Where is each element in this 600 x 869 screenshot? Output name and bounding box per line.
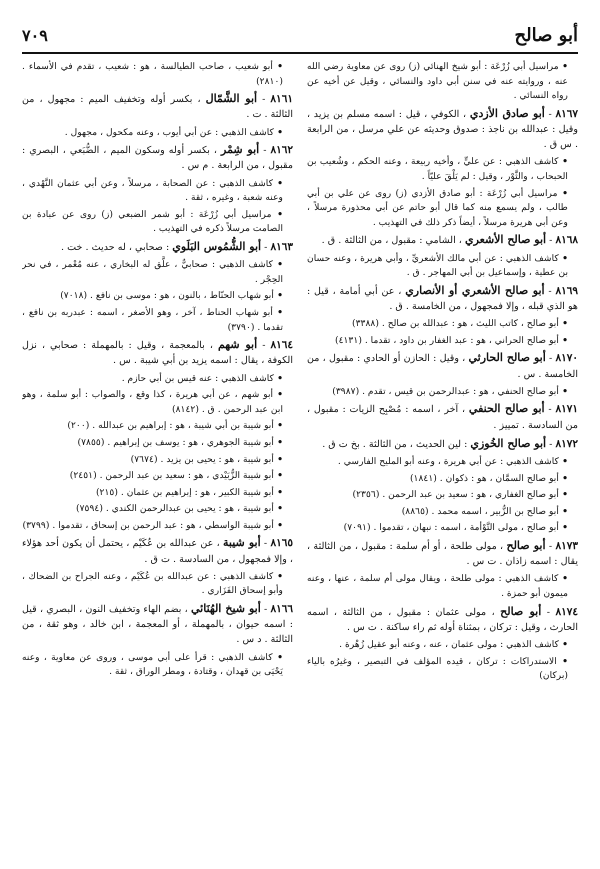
biography-entry: ٨١٧٤ - أبو صالح ، مولى عثمان : مقبول ، من الثالثة ، اسمه الحارث ، وقيل : تركان ، بمثناة أوله ثم راء ساكنة . ت س . <box>307 604 578 633</box>
bullet-icon: • <box>558 61 568 72</box>
annotation-note <box>22 60 293 89</box>
note-text: أبو شيبة الجوهري ، هو : يوسف بن إبراهيم . (٧٨٥٥) <box>77 436 274 448</box>
bullet-icon: • <box>557 187 568 199</box>
bullet-icon: • <box>273 453 283 465</box>
bullet-icon: • <box>273 486 283 498</box>
note-text: الاستدراكات : تركان ، قيده المؤلف في التبصير ، وغيرُه بالياء (بركان) <box>307 655 568 682</box>
right-column <box>22 60 293 860</box>
bullet-icon: • <box>273 503 283 515</box>
annotation-note <box>307 187 578 231</box>
entry-number: ٨١٦٦ <box>270 603 293 616</box>
note-text: أبو شيبة ، هو : يحيى بن يزيد . (٧٦٧٤) <box>130 453 274 465</box>
entry-number: ٨١٦٤ <box>270 339 293 352</box>
note-text: أبو صالح ، مولى التَّوْأمة ، اسمه : نبهان ، تقدموا . (٧٠٩١) <box>343 522 559 534</box>
note-text: كاشف الذهبي : عن أبي مالك الأشعريِّ ، وأبي هريرة ، وعنه حسان بن عطية ، وإسماعيل بن أبي المهاجر . ق . <box>307 252 568 279</box>
narrator-name: أبو صالح الخُوزي <box>470 436 547 450</box>
bullet-icon: • <box>273 436 283 448</box>
entry-text: ، بكسر أوله وسكون الميم ، الضُّبَعي ، البصري : مقبول ، من الرابعة . م س . <box>22 145 293 172</box>
bullet-icon: • <box>271 208 283 220</box>
bullet-icon: • <box>558 252 568 264</box>
biography-entry: ٨١٦٤ - أبو شهم ، بالمعجمة ، وقيل : بالمهملة : صحابي ، نزل الكوفة ، يقال : اسمه يزيد بن أبي شيبة . س . <box>22 338 293 367</box>
note-text: أبو شيبة الواسطي ، هو : عبد الرحمن بن إسحاق ، تقدموا . (٣٧٩٩) <box>22 519 274 531</box>
entry-number: ٨١٧١ <box>555 403 578 416</box>
entry-number: ٨١٦١ <box>270 93 293 106</box>
running-title: أبو صالح <box>514 24 578 46</box>
bullet-icon: • <box>273 372 283 384</box>
entry-text: ، بالمعجمة ، وقيل : بالمهملة : صحابي ، نزل الكوفة ، يقال : اسمه يزيد بن أبي شيبة . س . <box>22 340 293 367</box>
biography-entry: ٨١٦٦ - أبو شيخ الهُنَائي ، بضم الهاء وتخفيف النون ، البصري ، قيل : اسمه حيوان ، بالمهملة ، أو المعجمة ، ابن خالد ، وهو ثقة ، من الثالثة . د س . <box>22 602 293 646</box>
bullet-icon: • <box>272 306 284 318</box>
narrator-name: أبو شيبة <box>223 536 261 550</box>
narrator-name: أبو صالح الأشعري <box>464 233 547 247</box>
narrator-name: أبو الشُّمُوس البَلَوي <box>172 239 262 253</box>
note-text: أبو صالح الغفاري ، هو : سعيد بن عبد الرحمن . (٢٣٥٦) <box>352 489 559 501</box>
entry-text: ، الشامي : مقبول ، من الثالثة . ق . <box>321 235 462 247</box>
bullet-icon: • <box>558 318 568 330</box>
note-text: كاشف الذهبي : عن عبدالله بن عُكَيْم ، وعنه الجراح بن الضحاك ، وأبو إسحاق الفَزَاري . <box>22 570 283 597</box>
annotation-note <box>22 289 293 304</box>
annotation-note <box>307 334 578 349</box>
entry-text: ، مولى عثمان : مقبول ، من الثالثة ، اسمه الحارث ، وقيل : تركان ، بمثناة أوله ثم راء ساكنة . ت س . <box>307 606 578 633</box>
narrator-name: أبو شهم <box>217 338 258 352</box>
biography-entry: ٨١٦١ - أبو الشَّمّال ، بكسر أوله وتخفيف الميم : مجهول ، من الثالثة . ت . <box>22 92 293 121</box>
annotation-note <box>307 505 578 520</box>
annotation-note <box>307 385 578 400</box>
annotation-note <box>307 572 578 601</box>
text-columns <box>22 60 578 860</box>
annotation-note <box>307 638 578 653</box>
bullet-icon: • <box>273 570 283 582</box>
entry-text: ، وقيل : الحازن أو الحادي : مقبول ، من الخامسة . س . <box>307 353 578 380</box>
annotation-note <box>307 155 578 184</box>
note-text: أبو شعيب ، صاحب الطيالسة ، هو : شعيب ، تقدم في الأسماء . (٢٨١٠) <box>22 61 283 87</box>
bullet-icon: • <box>272 61 284 72</box>
note-text: مراسيل أبي زُرْعَة : أبو صادق الأزدي (ز) روى عن علي بن أبي طالب ، ولم يسمع منه كما قال أبو حاتم عن أبي محذورة مرسلاً ، وعن أبي هريرة مرسلاً ، أيضاً ذكر ذلك في التهذيب . <box>307 187 568 228</box>
page-header <box>22 22 578 48</box>
narrator-name: أبو صالح الحارثي <box>468 351 546 365</box>
annotation-note <box>22 419 293 434</box>
annotation-note <box>307 60 578 104</box>
narrator-name: أبو الشَّمّال <box>205 92 258 106</box>
entry-number: ٨١٧٠ <box>555 352 578 365</box>
bullet-icon: • <box>273 389 284 401</box>
annotation-note <box>22 306 293 335</box>
narrator-name: أبو صالح الأشعري أو الأنصاري <box>405 283 545 297</box>
annotation-note <box>22 177 293 206</box>
annotation-note <box>22 519 293 534</box>
annotation-note <box>22 388 293 417</box>
entry-text: ، الكوفي ، قيل : اسمه مسلم بن يزيد ، وقيل : عبدالله بن ناجذ : صدوق وحديثه عن علي مرسل ، من الرابعة . س ق . <box>307 108 578 151</box>
bullet-icon: • <box>273 420 283 432</box>
bullet-icon: • <box>558 489 568 501</box>
narrator-name: أبو صالح الحنفي <box>468 402 545 416</box>
bullet-icon: • <box>272 651 283 663</box>
annotation-note <box>22 208 293 237</box>
bullet-icon: • <box>558 385 568 397</box>
note-text: أبو صالح بن الزُّبير ، اسمه محمد . (٨٨٦٥) <box>401 505 559 517</box>
bullet-icon: • <box>558 638 568 650</box>
note-text: مراسيل أبي زُرْعَة : أبو شمر الضبعي (ز) روى عن عبادة بن الصامت مرسلاً ذكره في التهذيب . <box>22 208 283 235</box>
biography-entry: ٨١٦٢ - أبو شِمْر ، بكسر أوله وسكون الميم ، الضُّبَعي ، البصري : مقبول ، من الرابعة . م س . <box>22 143 293 172</box>
note-text: مراسيل أبي زُرْعَة : أبو شيخ الهنائي (ز) روى عن معاوية رضي الله عنه ، وروايته عنه في سنن أبي داود والنسائي ، وقيل عن أخيه عن رواه النسائي . <box>307 61 568 102</box>
narrator-name: أبو صالح <box>506 538 546 552</box>
biography-entry: ٨١٦٥ - أبو شيبة ، عن عبدالله بن عُكَيْم ، يحتمل أن يكون أحد هؤلاء ، وإلا فمجهول ، من السادسة . ت ق . <box>22 536 293 565</box>
entry-text: : لين الحديث ، من الثالثة . بخ ت ق . <box>322 438 468 450</box>
note-text: أبو شهاب الحناط ، آخر ، وهو الأصغر ، اسمه : عبدربه بن نافع ، تقدما . (٣٧٩٠) <box>22 306 283 333</box>
biography-entry: ٨١٧٢ - أبو صالح الخُوزي : لين الحديث ، من الثالثة . بخ ت ق . <box>322 436 578 450</box>
entry-text: ، مولى طلحة ، أو أم سلمة : مقبول ، من الثالثة ، يقال : اسمه زاذان . ت س . <box>307 540 578 568</box>
left-column <box>307 60 578 860</box>
biography-entry: ٨١٦٨ - أبو صالح الأشعري ، الشامي : مقبول ، من الثالثة . ق . <box>321 233 578 247</box>
bullet-icon: • <box>558 505 568 517</box>
narrator-name: أبو صالح <box>500 604 542 618</box>
entry-number: ٨١٧٢ <box>555 437 578 450</box>
bullet-icon: • <box>273 519 283 531</box>
narrator-name: أبو صادق الأزدي <box>469 106 545 120</box>
header-rule <box>22 52 578 54</box>
bullet-icon: • <box>556 655 568 667</box>
note-text: كاشف الذهبي : مولى عثمان ، عنه ، وعنه أبو عقيل زُهْرة . <box>339 638 559 650</box>
note-text: كاشف الذهبي : عن عليٍّ ، وأخيه ربيعة ، وعنه الحكم ، وشُعيب بن الحبحاب ، والثَّوْر ، وقيل : لم يَلْقَ عليّاً . <box>307 156 568 182</box>
bullet-icon: • <box>558 522 568 534</box>
bullet-icon: • <box>272 177 283 189</box>
bullet-icon: • <box>273 470 283 482</box>
note-text: أبو صالح الحراني ، هو : عبد الغفار بن داود ، تقدما . (٤١٣١) <box>334 334 559 346</box>
note-text: أبو شهم ، عن أبي هريرة ، كذا وقع ، والصواب : أبو سلمة ، وهو ابن عبد الرحمن . ق . (٨١٤٢) <box>22 389 283 415</box>
biography-entry: ٨١٧٠ - أبو صالح الحارثي ، وقيل : الحازن أو الحادي : مقبول ، من الخامسة . س . <box>307 351 578 380</box>
annotation-note <box>307 488 578 503</box>
biography-entry: ٨١٧٣ - أبو صالح ، مولى طلحة ، أو أم سلمة : مقبول ، من الثالثة ، يقال : اسمه زاذان . ت س . <box>307 538 578 568</box>
biography-entry: ٨١٦٩ - أبو صالح الأشعري أو الأنصاري ، عن أبي أمامة ، قيل : هو الذي قبله ، وإلا فمجهول ، من الخامسة . ق . <box>307 283 578 312</box>
note-text: كاشف الذهبي : عن الصحابة ، مرسلاً ، وعن أبي عثمان النَّهْدي ، وعنه شعبة ، وغيره ، ثقة . <box>22 177 283 204</box>
biography-entry: ٨١٧١ - أبو صالح الحنفي ، آخر ، اسمه : مُصْبِح الزيات : مقبول ، من السادسة . تمييز . <box>307 402 578 431</box>
annotation-note <box>22 436 293 451</box>
entry-number: ٨١٦٨ <box>555 234 578 247</box>
note-text: أبو شيبة ، هو : يحيى بن عبدالرحمن الكندي . (٧٥٩٤) <box>76 503 274 515</box>
entry-text: ، آخر ، اسمه : مُصْبِح الزيات : مقبول ، من السادسة . تمييز . <box>307 404 578 431</box>
entry-number: ٨١٦٥ <box>270 537 293 550</box>
annotation-note <box>22 570 293 599</box>
bullet-icon: • <box>273 290 283 302</box>
entry-number: ٨١٦٣ <box>270 240 293 253</box>
note-text: أبو شيبة بن أبي شيبة ، هو : إبراهيم بن عبدالله . (٢٠٠) <box>67 420 274 432</box>
entry-number: ٨١٧٤ <box>555 605 578 618</box>
biography-entry: ٨١٦٣ - أبو الشُّمُوس البَلَوي : صحابي ، له حديث . خت . <box>61 239 293 253</box>
annotation-note <box>22 502 293 517</box>
note-text: أبو صالح الحنفي ، هو : عبدالرحمن بن قيس ، تقدم . (٣٩٨٧) <box>332 385 559 397</box>
annotation-note <box>307 521 578 536</box>
entry-text: ، عن عبدالله بن عُكَيْم ، يحتمل أن يكون أحد هؤلاء ، وإلا فمجهول ، من السادسة . ت ق . <box>22 538 293 565</box>
bullet-icon: • <box>273 126 283 138</box>
bullet-icon: • <box>558 455 568 467</box>
narrator-name: أبو شيخ الهُنَائي <box>190 602 261 616</box>
entry-number: ٨١٦٧ <box>555 107 578 120</box>
annotation-note <box>22 651 293 680</box>
entry-text: : صحابي ، له حديث . خت . <box>61 241 170 253</box>
entry-number: ٨١٦٩ <box>555 284 578 297</box>
bullet-icon: • <box>272 259 283 271</box>
note-text: كاشف الذهبي : قرأ على أبي موسى ، وروى عن معاوية ، وعنه يَحْيَى بن قهدان ، وقتادة ، ومطر الوراق ، ثقة . <box>22 651 283 678</box>
bullet-icon: • <box>558 156 568 168</box>
entry-number: ٨١٦٢ <box>270 144 293 157</box>
annotation-note <box>307 317 578 332</box>
entry-text: ، بكسر أوله وتخفيف الميم : مجهول ، من الثالثة . ت . <box>22 94 293 121</box>
page-number: ٧٠٩ <box>22 25 48 45</box>
annotation-note <box>22 469 293 484</box>
note-text: كاشف الذهبي : عن أبي هريرة ، وعنه أبو المليح الفارسي . <box>337 455 559 467</box>
annotation-note <box>22 258 293 287</box>
note-text: أبو صالح ، كاتب الليث ، هو : عبدالله بن صالح . (٣٣٨٨) <box>352 318 559 330</box>
annotation-note <box>307 455 578 470</box>
note-text: كاشف الذهبي : صحابيٌّ ، علَّق له البخاري ، عنه مُعْمر ، في نحر الحِجْر . <box>22 259 283 285</box>
note-text: كاشف الذهبي : عنه قيس بن أبي حازم . <box>121 372 274 384</box>
narrator-name: أبو شِمْر <box>221 143 260 157</box>
note-text: أبو شهاب الحنّاط ، بالنون ، هو : موسى بن نافع . (٧٠١٨) <box>60 290 274 302</box>
annotation-note <box>307 252 578 281</box>
annotation-note <box>22 372 293 387</box>
annotation-note <box>307 472 578 487</box>
annotation-note <box>307 655 578 684</box>
note-text: أبو شيبة الزُّبَيْدي ، هو : سعيد بن عبد الرحمن . (٢٤٥١) <box>69 470 274 482</box>
bullet-icon: • <box>558 472 568 484</box>
entry-text: ، بضم الهاء وتخفيف النون ، البصري ، قيل : اسمه حيوان ، بالمهملة ، أو المعجمة ، ابن خالد ، وهو ثقة ، من الثالثة . د س . <box>22 604 293 646</box>
entry-text: ، عن أبي أمامة ، قيل : هو الذي قبله ، وإلا فمجهول ، من الخامسة . ق . <box>307 285 578 312</box>
note-text: أبو صالح السمَّان ، هو : ذكوان . (١٨٤١) <box>409 472 559 484</box>
note-text: كاشف الذهبي : عن أبي أيوب ، وعنه مكحول ، مجهول . <box>64 126 274 138</box>
bullet-icon: • <box>558 334 568 346</box>
entry-number: ٨١٧٣ <box>555 539 578 552</box>
biography-entry: ٨١٦٧ - أبو صادق الأزدي ، الكوفي ، قيل : اسمه مسلم بن يزيد ، وقيل : عبدالله بن ناجذ : صدوق وحديثه عن علي مرسل ، من الرابعة . س ق . <box>307 106 578 151</box>
annotation-note <box>22 126 293 141</box>
note-text: أبو شيبة الكبير ، هو : إبراهيم بن عثمان . (٢١٥) <box>95 486 274 498</box>
annotation-note <box>22 486 293 501</box>
bullet-icon: • <box>558 573 568 585</box>
note-text: كاشف الذهبي : مولى طلحة ، ويقال مولى أم سلمة ، عنها ، وعنه ميمون أبو حمزة . <box>307 573 568 599</box>
annotation-note <box>22 453 293 468</box>
